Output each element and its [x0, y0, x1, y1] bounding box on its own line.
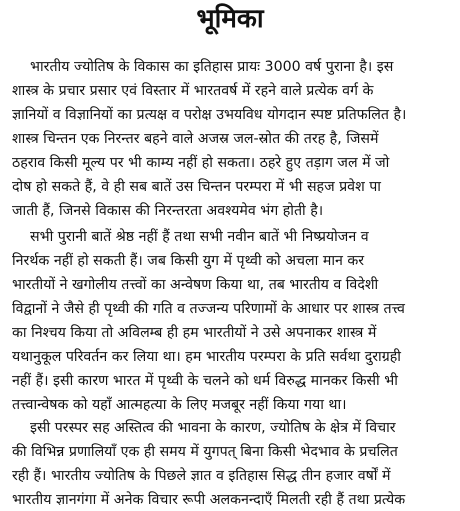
- text-line: का निश्चय किया तो अविलम्ब ही हम भारतीयों ने उसे अपनाकर शास्त्र में: [12, 325, 377, 341]
- paragraph-1: [12, 55, 453, 223]
- text-line: दोष हो सकते हैं, वे ही सब बातें उस चिन्तन परम्परा में भी सहज प्रवेश पा: [12, 179, 381, 195]
- text-line: जाती हैं, जिनसे विकास की निरन्तरता अवश्यमेव भंग होती है।: [12, 203, 324, 219]
- text-line: रही हैं। भारतीय ज्योतिष के पिछले ज्ञात व इतिहास सिद्ध तीन हजार वर्षों में: [12, 468, 391, 484]
- text-line: ठहराव किसी मूल्य पर भी काम्य नहीं हो सकता। ठहरे हुए तड़ाग जल में जो: [12, 155, 390, 171]
- text-line: सभी पुरानी बातें श्रेष्ठ नहीं हैं तथा सभी नवीन बातें भी निष्प्रयोजन व: [30, 229, 369, 245]
- text-line: विद्वानों ने जैसे ही पृथ्वी की गति व तज्जन्य परिणामों के आधार पर शास्त्र तत्त्व: [12, 301, 405, 317]
- text-line: निरर्थक नहीं हो सकती हैं। जब किसी युग में पृथ्वी को अचला मान कर: [12, 253, 365, 269]
- paragraph-3: [12, 416, 453, 511]
- text-line: भारतीय ज्ञानगंगा में अनेक विचार रूपी अलकनन्दाएँ मिलती रही हैं तथा प्रत्येक: [12, 492, 406, 508]
- text-line: शास्त्र चिन्तन एक निरन्तर बहने वाले अजस्र जल-स्रोत की तरह है, जिसमें: [12, 131, 379, 147]
- text-line: तत्त्वान्वेषक को यहाँ आत्महत्या के लिए मजबूर नहीं किया गया था।: [12, 397, 347, 413]
- text-line: शास्त्र के प्रचार प्रसार एवं विस्तार में भारतवर्ष में रहने वाले प्रत्येक वर्ग के: [12, 83, 374, 99]
- paragraph-2: [12, 225, 453, 417]
- text-line: नहीं हैं। इसी कारण भारत में पृथ्वी के चलने को धर्म विरुद्ध मानकर किसी भी: [12, 373, 398, 389]
- text-line: यथानुकूल परिवर्तन कर लिया था। हम भारतीय परम्परा के प्रति सर्वथा दुराग्रही: [12, 349, 401, 365]
- text-line: ज्ञानियों व विज्ञानियों का प्रत्यक्ष व परोक्ष उभयविध योगदान स्पष्ट प्रतिफलित है।: [12, 107, 407, 123]
- text-line: भारतीयों ने खगोलीय तत्त्वों का अन्वेषण किया था, तब भारतीय व विदेशी: [12, 277, 379, 293]
- text-line: भारतीय ज्योतिष के विकास का इतिहास प्रायः 3000 वर्ष पुराना है। इस: [30, 59, 394, 75]
- text-line: की विभिन्न प्रणालियाँ एक ही समय में युगपत् बिना किसी भेदभाव के प्रचलित: [12, 444, 398, 460]
- text-line: इसी परस्पर सह अस्तित्व की भावना के कारण, ज्योतिष के क्षेत्र में विचार: [30, 420, 396, 436]
- page-title: भूमिका: [196, 4, 264, 34]
